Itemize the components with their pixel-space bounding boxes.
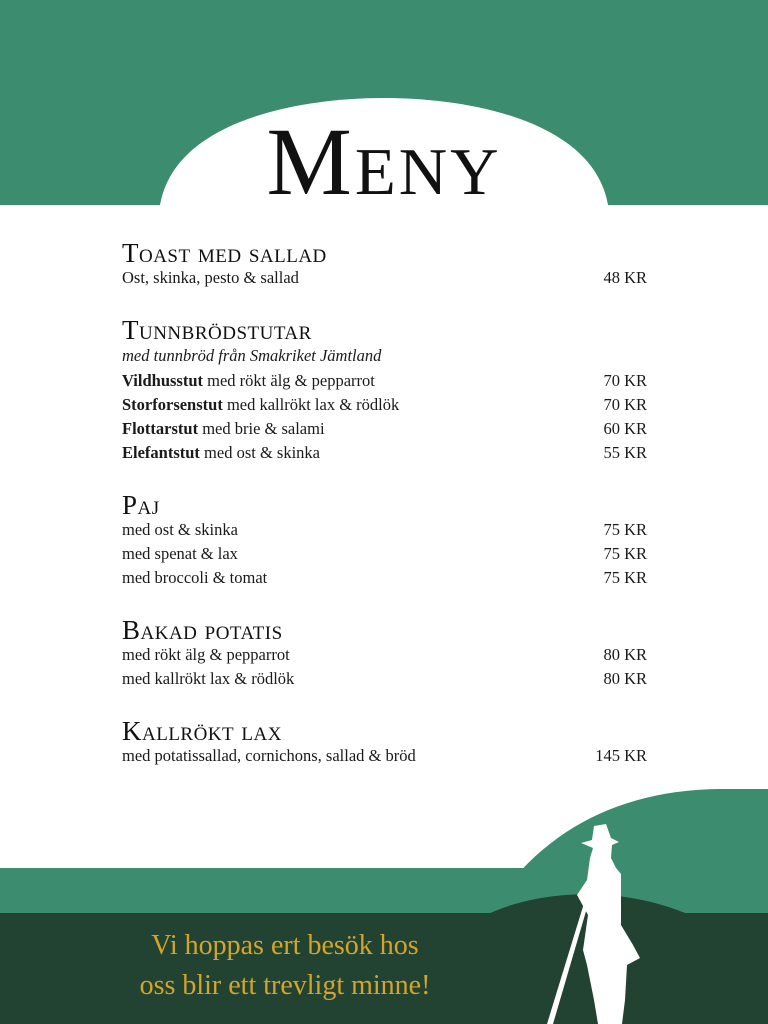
item-desc: med broccoli & tomat — [122, 568, 268, 587]
item-price: 55 KR — [603, 443, 647, 462]
menu-item — [122, 369, 647, 393]
menu-item — [122, 667, 647, 691]
menu-list — [122, 240, 647, 795]
menu-section-toast — [122, 240, 647, 290]
item-price: 48 KR — [603, 268, 647, 287]
menu-item — [122, 266, 647, 290]
item-name: Flottarstut — [122, 419, 199, 438]
footer-hill-arc — [488, 789, 768, 914]
item-desc: med rökt älg & pepparrot — [203, 371, 375, 390]
item-desc: med ost & skinka — [122, 520, 238, 539]
item-desc: med spenat & lax — [122, 544, 238, 563]
menu-section-kallrokt-lax — [122, 718, 647, 768]
item-name: Elefantstut — [122, 443, 200, 462]
item-desc: med rökt älg & pepparrot — [122, 645, 290, 664]
item-desc: med kallrökt lax & rödlök — [222, 395, 400, 414]
item-price: 75 KR — [603, 568, 647, 587]
menu-item — [122, 643, 647, 667]
page-title: Meny — [266, 108, 502, 215]
item-desc: med potatissallad, cornichons, sallad & bröd — [122, 746, 416, 765]
item-price: 70 KR — [603, 395, 647, 414]
section-heading: Bakad potatis — [122, 615, 283, 645]
section-heading: Kallrökt lax — [122, 716, 282, 746]
menu-section-bakad-potatis — [122, 617, 647, 691]
menu-item — [122, 393, 647, 417]
menu-item — [122, 744, 647, 768]
item-price: 80 KR — [603, 645, 647, 664]
section-heading: Toast med sallad — [122, 238, 327, 268]
section-heading: Tunnbrödstutar — [122, 315, 312, 345]
menu-item — [122, 566, 647, 590]
item-desc: med ost & skinka — [199, 443, 320, 462]
menu-section-tunnbrodstutar — [122, 317, 647, 465]
menu-item — [122, 518, 647, 542]
footer-line-1: Vi hoppas ert besök hos — [151, 930, 419, 961]
item-name: Storforsenstut — [122, 395, 223, 414]
item-desc: med brie & salami — [198, 419, 325, 438]
footer-message — [100, 926, 470, 1006]
menu-item — [122, 441, 647, 465]
item-desc: Ost, skinka, pesto & sallad — [122, 268, 299, 287]
item-desc: med kallrökt lax & rödlök — [122, 669, 295, 688]
item-price: 70 KR — [603, 371, 647, 390]
menu-item — [122, 417, 647, 441]
menu-item — [122, 542, 647, 566]
section-subtitle: med tunnbröd från Smakriket Jämtland — [122, 346, 382, 365]
item-price: 80 KR — [603, 669, 647, 688]
item-name: Vildhusstut — [122, 371, 204, 390]
item-price: 145 KR — [595, 746, 647, 765]
item-price: 75 KR — [603, 544, 647, 563]
item-price: 60 KR — [603, 419, 647, 438]
footer-line-2: oss blir ett trevligt minne! — [139, 970, 431, 1001]
section-heading: Paj — [122, 490, 160, 520]
item-price: 75 KR — [603, 520, 647, 539]
menu-section-paj — [122, 492, 647, 590]
